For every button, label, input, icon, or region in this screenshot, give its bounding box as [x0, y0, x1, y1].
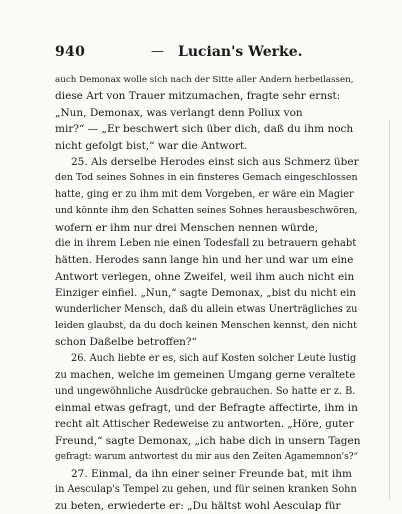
- text-line: hatte, ging er zu ihm mit dem Vorgeben, er wäre ein Magier: [55, 188, 354, 200]
- running-header: [55, 44, 355, 64]
- text-line: gefragt: warum antwortest du mir aus den Zeiten Agamemnon's?“: [55, 452, 359, 463]
- text-line: 25. Als derselbe Herodes einst sich aus Schmerz über: [71, 156, 359, 168]
- text-line: auch Demonax wolle sich nach der Sitte aller Andern herbeilassen,: [55, 75, 354, 85]
- page-fold-shadow: [389, 120, 390, 500]
- text-line: zu machen, welche im gemeinen Umgang gerne veraltete: [55, 369, 356, 382]
- text-line: wunderlicher Mensch, daß du allein etwas Unerträgliches zu: [55, 303, 358, 315]
- text-line: Freund,“ sagte Demonax, „ich habe dich in unsern Tagen: [55, 434, 361, 447]
- text-line: den Tod seines Sohnes in ein finsteres Gemach eingeschlossen: [55, 172, 358, 184]
- text-line: Einziger einfiel. „Nun,“ sagte Demonax, „bist du nicht ein: [55, 287, 357, 300]
- text-line: 27. Einmal, da ihn einer seiner Freunde bat, mit ihm: [71, 467, 352, 480]
- text-line: mir?“ — „Er beschwert sich über dich, daß du ihm noch: [55, 123, 354, 136]
- text-line: diese Art von Trauer mitzumachen, fragte sehr ernst:: [55, 90, 341, 103]
- text-line: recht alt Attischer Redeweise zu antworten. „Höre, guter: [55, 418, 354, 431]
- text-line: leiden glaubst, da du doch keinen Menschen kennst, den nicht: [55, 320, 357, 331]
- text-line: die in ihrem Leben nie einen Todesfall zu betrauern gehabt: [55, 238, 357, 249]
- running-title: Lucian's Werke.: [178, 44, 303, 60]
- text-line: wofern er ihm nur drei Menschen nennen würde,: [55, 221, 318, 234]
- text-line: und könnte ihm den Schatten seines Sohnes herausbeschwören,: [55, 205, 358, 217]
- text-line: zu beten, erwiederte er: „Du hältst wohl Aesculap für: [55, 500, 341, 513]
- text-line: „Nun, Demonax, was verlangt denn Pollux von: [55, 106, 303, 119]
- text-line: schon Daßelbe betroffen?“: [55, 336, 197, 349]
- text-line: und ungewöhnliche Ausdrücke gebrauchen. So hatte er z. B.: [55, 385, 356, 397]
- text-line: hätten. Herodes sann lange hin und her und war um eine: [55, 254, 354, 267]
- page-number: 940: [55, 44, 86, 60]
- header-dash: —: [151, 44, 164, 59]
- text-line: nicht gefolgt bist,“ war die Antwort.: [55, 139, 248, 152]
- text-line: Antwort verlegen, ohne Zweifel, weil ihm auch nicht ein: [55, 270, 355, 283]
- text-line: 26. Auch liebte er es, sich auf Kosten solcher Leute lustig: [71, 352, 357, 364]
- text-line: in Aesculap's Tempel zu gehen, und für seinen kranken Sohn: [55, 484, 357, 495]
- text-line: einmal etwas gefragt, und der Befragte affectirte, ihm in: [55, 402, 358, 414]
